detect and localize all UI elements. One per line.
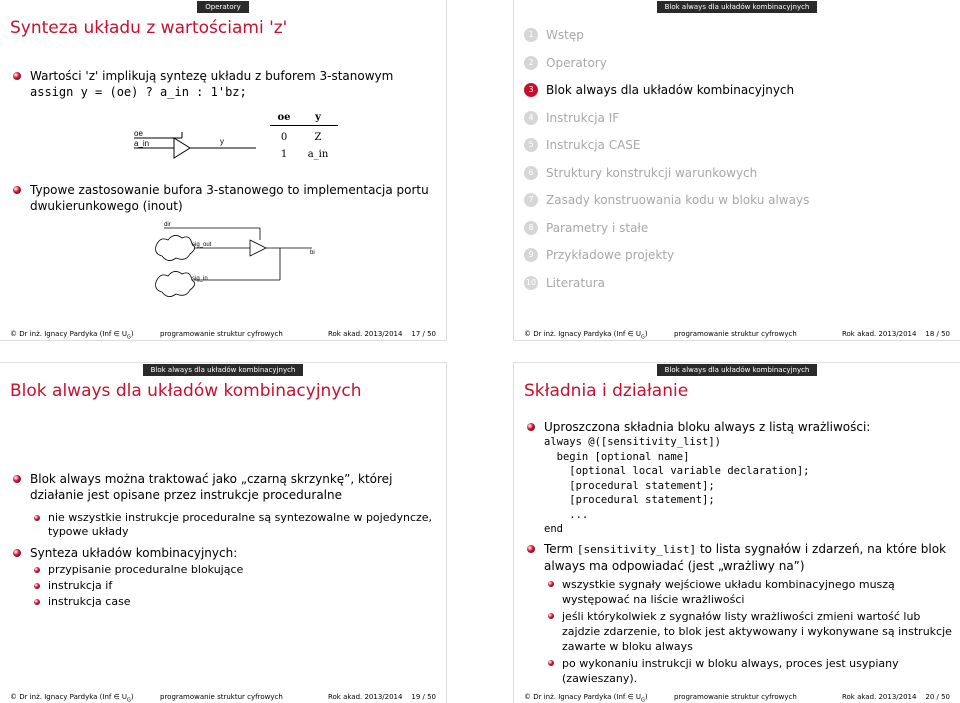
code-line: begin [optional name] [544,450,690,463]
svg-text:sig_out: sig_out [192,242,212,248]
tristate-buffer-diagram [130,110,268,170]
toc-label: Przykładowe projekty [546,248,675,262]
table-header: oe [277,112,291,123]
slide-title: Składnia i działanie [524,381,689,401]
label-y: y [220,137,224,146]
code-line: end [544,523,563,535]
toc-number: 7 [524,193,538,207]
slide-footer: © Dr inż. Ignacy Pardyka (Inf ∈ $U_G$) programowanie struktur cyfrowych Rok akad. 2013/2014 20 / 50 [524,693,950,703]
toc-label: Operatory [546,55,607,70]
bullet-item: Wartości 'z' implikują syntezę układu z buforem 3-stanowym assign y = (oe) ? a_in : 1'bz; [10,68,440,100]
sub-item: instrukcja if [30,579,435,593]
code-line: always @([sensitivity_list]) [544,436,722,448]
toc-item[interactable] [524,248,809,276]
toc-number: 10 [524,276,538,290]
toc-number: 6 [524,166,538,180]
slide-header: Operatory [0,0,446,14]
toc-number: 5 [524,138,538,152]
toc-label: Zasady konstruowania kodu w bloku always [546,193,810,207]
slide-17 [0,0,446,340]
toc-label: Instrukcja IF [546,110,620,125]
label-a-in: a_in [134,139,150,148]
truth-table [270,112,338,160]
slide-footer: © Dr inż. Ignacy Pardyka (Inf ∈ $U_G$) programowanie struktur cyfrowych Rok akad. 2013/2014 17 / 50 [10,330,436,340]
code-line: [procedural statement]; [544,494,715,506]
sub-item: nie wszystkie instrukcje proceduralne są syntezowalne w pojedyncze, typowe układy [30,511,435,539]
code-block [544,435,952,537]
slide-header: Blok always dla układów kombinacyjnych [514,363,960,377]
inout-port-diagram [150,218,318,302]
svg-text:bi: bi [310,250,315,256]
toc-item[interactable] [524,83,809,111]
bullet-item: Uproszczona składnia bloku always z listą wrażliwości: [524,419,952,435]
toc-number: 8 [524,221,538,235]
toc-number: 2 [524,56,538,70]
bullet-item: Synteza układów kombinacyjnych: [10,545,435,561]
table-row: 0 Z [280,132,322,143]
slide-header: Blok always dla układów kombinacyjnych [0,363,446,377]
slide-footer: © Dr inż. Ignacy Pardyka (Inf ∈ $U_G$) programowanie struktur cyfrowych Rok akad. 2013/2014 19 / 50 [10,693,436,703]
svg-text:dir: dir [164,222,171,228]
toc-label: Blok always dla układów kombinacyjnych [546,83,795,97]
toc-item[interactable] [524,166,809,194]
toc-number: 1 [524,28,538,42]
code-line: [optional local variable declaration]; [544,465,810,477]
toc-label: Struktury konstrukcji warunkowych [546,165,758,180]
svg-text:sig_in: sig_in [192,276,208,282]
toc-item[interactable] [524,193,809,221]
slide-title: Synteza układu z wartościami 'z' [10,18,288,38]
toc-item[interactable] [524,138,809,166]
sub-item: po wykonaniu instrukcji w bloku always, proces jest usypiany (zawieszany). [544,656,952,686]
table-row: 1 a_in [280,149,329,160]
table-of-contents [524,28,809,303]
bullet-item: Typowe zastosowanie bufora 3-stanowego to implementacja portu dwukierunkowego (inout) [10,182,440,214]
toc-label: Instrukcja CASE [546,138,641,152]
toc-item[interactable] [524,221,809,249]
sub-item: wszystkie sygnały wejściowe układu kombinacyjnego muszą występować na liście wrażliwości [544,577,952,607]
toc-item[interactable] [524,111,809,139]
slide-footer: © Dr inż. Ignacy Pardyka (Inf ∈ $U_G$) programowanie struktur cyfrowych Rok akad. 2013/2014 18 / 50 [524,330,950,340]
toc-item[interactable] [524,28,809,56]
slide-header: Blok always dla układów kombinacyjnych [514,0,960,14]
sub-item: jeśli którykolwiek z sygnałów listy wrażliwości zmieni wartość lub zajdzie zdarzenie, to blok jest aktywowany i wykonywane są instrukcje zawarte w bloku always [544,609,952,654]
toc-number: 4 [524,111,538,125]
toc-number: 3 [524,83,538,97]
bullet-list [524,419,952,686]
toc-label: Parametry i stałe [546,220,649,235]
toc-item[interactable] [524,276,809,304]
slide-18 [514,0,960,340]
slide-19 [0,363,446,703]
toc-label: Literatura [546,275,605,290]
bullet-item: Term [sensitivity_list] to lista sygnałów i zdarzeń, na które blok always ma odpowiadać (jest „wrażliwy na”) [524,541,952,574]
bullet-list [10,471,435,609]
sub-item: przypisanie proceduralne blokujące [30,563,435,577]
table-header: y [315,112,321,123]
toc-label: Wstęp [546,28,584,42]
label-oe: oe [134,129,143,138]
toc-item[interactable] [524,56,809,84]
sub-item: instrukcja case [30,595,435,609]
slide-title: Blok always dla układów kombinacyjnych [10,381,362,401]
bullet-list [10,68,440,100]
code-line: ... [544,508,589,521]
code-line: [procedural statement]; [544,479,715,492]
toc-number: 9 [524,248,538,262]
bullet-list [10,182,440,214]
slide-20 [514,363,960,703]
bullet-item: Blok always można traktować jako „czarną skrzynkę”, której działanie jest opisane przez instrukcje proceduralne [10,471,435,503]
